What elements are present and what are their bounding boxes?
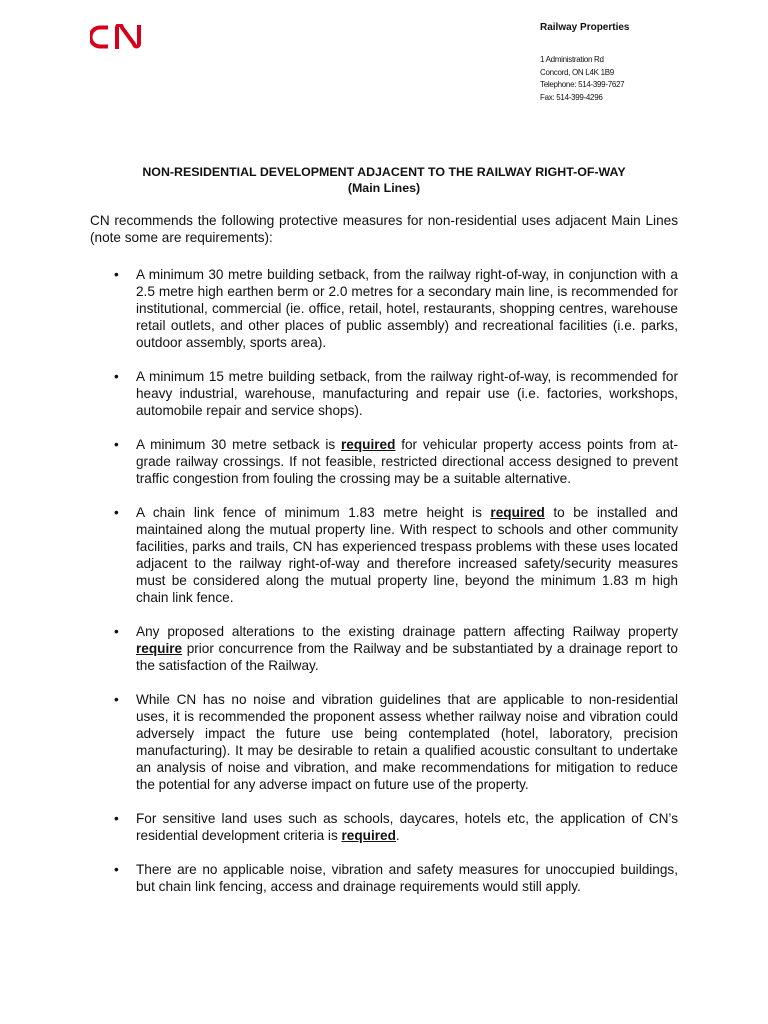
fax-line: Fax: 514-399-4296 — [540, 92, 603, 102]
address-line: 1 Administration Rd — [540, 55, 604, 64]
item-keyword: required — [340, 437, 396, 452]
document-title — [90, 164, 678, 196]
address-block — [540, 54, 760, 104]
cn-logo — [90, 24, 158, 50]
item-text: A minimum 30 metre setback is — [136, 437, 341, 452]
item-text-after: to be installed and maintained along the mutual property line. With respect to schools and other community facilities, parks and trails, CN has experienced trespass problems with these uses located adjacent to the railway right-of-way and therefore increased safety/security measures must be considered along the mutual property line, beyond the minimum 1.83 m high chain link fence. — [136, 505, 678, 605]
bullet-icon: • — [114, 505, 119, 520]
item-text: A minimum 15 metre building setback, from the railway right-of-way, is recommended for heavy industrial, warehouse, manufacturing and repair use (i.e. factories, workshops, automobile repair and service shops). — [136, 369, 678, 418]
letterhead — [540, 22, 760, 104]
bullet-icon: • — [114, 267, 119, 282]
item-text-after: for vehicular property access points from at-grade railway crossings. If not feasible, restricted directional access designed to prevent traffic congestion from fouling the crossing may be a suitable alternative. — [136, 437, 678, 486]
list-item — [90, 861, 678, 895]
item-text: A minimum 30 metre building setback, from the railway right-of-way, in conjunction with a 2.5 metre high earthen berm or 2.0 metres for a secondary main line, is recommended for institutional, commercial (ie. office, retail, hotel, restaurants, shopping centres, warehouse retail outlets, and other places of public assembly) and recreational facilities (i.e. parks, outdoor assembly, sports area). — [136, 267, 678, 350]
item-text: There are no applicable noise, vibration and safety measures for unoccupied buildings, but chain link fencing, access and drainage requirements would still apply. — [136, 862, 678, 894]
list-item — [90, 691, 678, 793]
item-keyword: required — [341, 828, 396, 843]
item-keyword: require — [136, 641, 183, 656]
list-item — [90, 436, 678, 487]
item-text: While CN has no noise and vibration guidelines that are applicable to non-residential uses, it is recommended the proponent assess whether railway noise and vibration could adversely impact the future use being contemplated (hotel, laboratory, precision manufacturing). It may be desirable to retain a qualified acoustic consultant to undertake an analysis of noise and vibration, and make recommendations for mitigation to reduce the potential for any adverse impact on future use of the property. — [136, 692, 678, 792]
bullet-icon: • — [114, 437, 119, 452]
item-text-after: . — [395, 828, 400, 843]
bullet-icon: • — [114, 692, 119, 707]
department-name: Railway Properties — [540, 22, 630, 33]
address-line: Concord, ON L4K 1B9 — [540, 67, 614, 77]
list-item — [90, 810, 678, 844]
subtitle-line: (Main Lines) — [347, 181, 421, 195]
list-item — [90, 266, 678, 351]
phone-line: Telephone: 514-399-7627 — [540, 80, 625, 89]
intro-paragraph: CN recommends the following protective measures for non-residential uses adjacent Main Lines (note some are requirements): — [90, 213, 678, 245]
title-line: NON-RESIDENTIAL DEVELOPMENT ADJACENT TO THE RAILWAY RIGHT-OF-WAY — [142, 165, 626, 179]
item-text: Any proposed alterations to the existing drainage pattern affecting Railway property — [136, 624, 678, 639]
measures-list — [90, 266, 678, 895]
list-item — [90, 504, 678, 606]
bullet-icon: • — [114, 624, 119, 639]
item-keyword: required — [490, 505, 545, 520]
item-text: A chain link fence of minimum 1.83 metre height is — [136, 505, 491, 520]
list-item — [90, 368, 678, 419]
bullet-icon: • — [114, 811, 119, 826]
item-text: For sensitive land uses such as schools, daycares, hotels etc, the application of CN’s residential development criteria is — [136, 811, 678, 843]
bullet-icon: • — [114, 369, 119, 384]
item-text-after: prior concurrence from the Railway and be substantiated by a drainage report to the satisfaction of the Railway. — [136, 641, 678, 673]
list-item — [90, 623, 678, 674]
bullet-icon: • — [114, 862, 119, 877]
